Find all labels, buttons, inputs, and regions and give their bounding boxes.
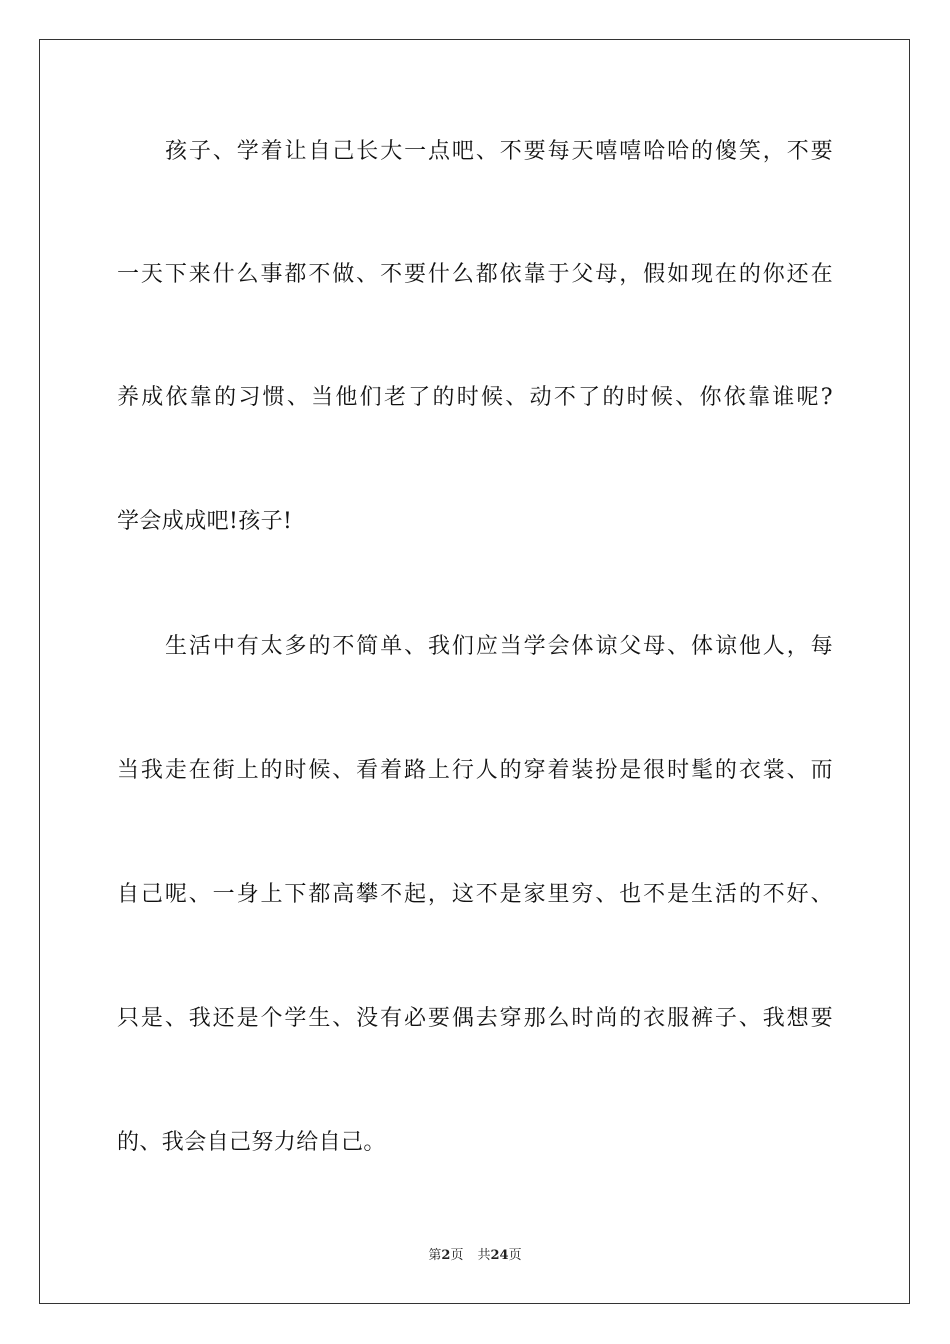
total-prefix: 共	[477, 1248, 491, 1263]
paragraph-1-line-2: 一天下来什么事都不做、不要什么都依靠于父母，假如现在的你还在	[117, 262, 833, 287]
page-number: 2	[441, 1248, 451, 1263]
paragraph-2-line-3: 自己呢、一身上下都高攀不起，这不是家里穷、也不是生活的不好、	[117, 882, 833, 907]
total-suffix: 页	[508, 1248, 522, 1263]
paragraph-1-line-4: 学会成成吧!孩子!	[117, 509, 293, 534]
paragraph-1-line-3: 养成依靠的习惯、当他们老了的时候、动不了的时候、你依靠谁呢?	[117, 385, 833, 410]
paragraph-2-line-4: 只是、我还是个学生、没有必要偶去穿那么时尚的衣服裤子、我想要	[117, 1006, 833, 1031]
page-footer	[0, 1247, 950, 1265]
total-pages: 24	[490, 1248, 509, 1263]
paragraph-2-line-1: 生活中有太多的不简单、我们应当学会体谅父母、体谅他人，每	[165, 634, 833, 659]
paragraph-2-line-5: 的、我会自己努力给自己。	[117, 1130, 386, 1155]
page-prefix: 第	[428, 1248, 442, 1263]
page-suffix: 页	[450, 1248, 464, 1263]
paragraph-1-line-1: 孩子、学着让自己长大一点吧、不要每天嘻嘻哈哈的傻笑，不要	[165, 139, 833, 164]
paragraph-2-line-2: 当我走在街上的时候、看着路上行人的穿着装扮是很时髦的衣裳、而	[117, 758, 833, 783]
page-border	[39, 39, 910, 1304]
